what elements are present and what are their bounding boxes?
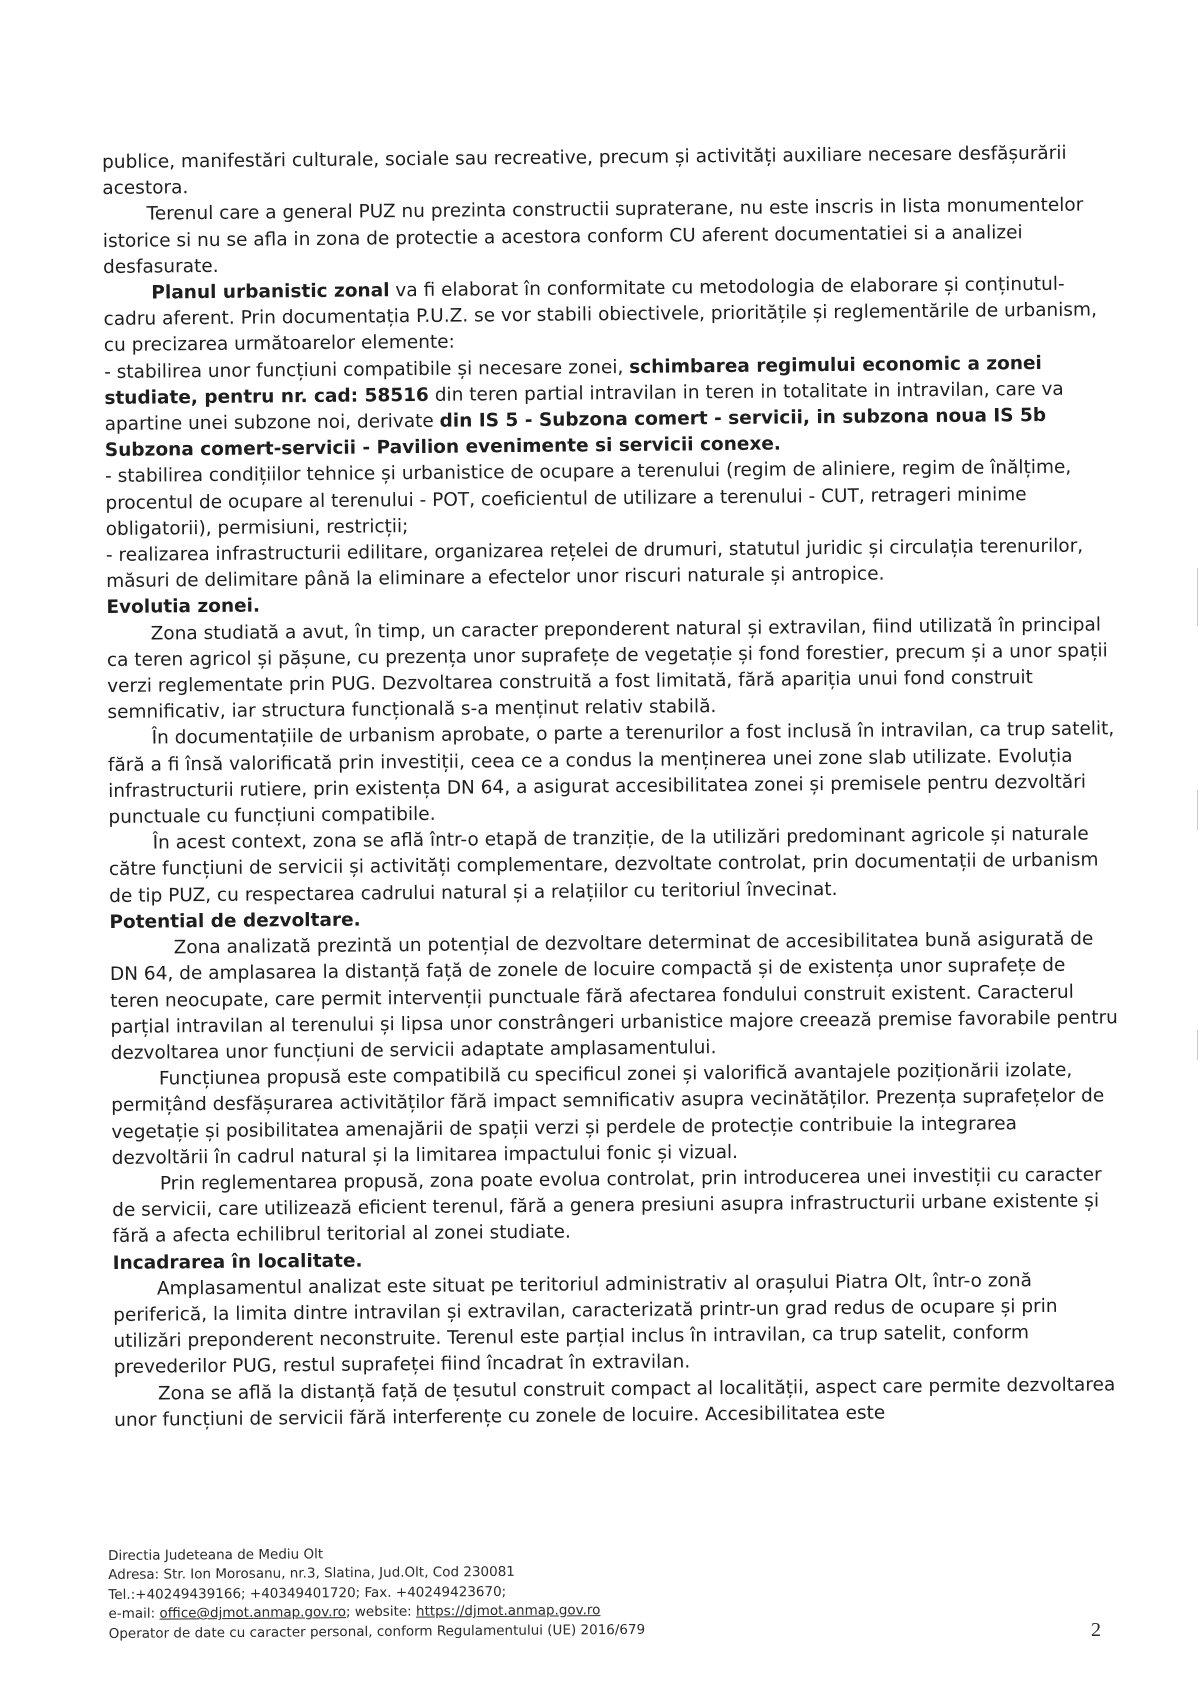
paragraph: Zona se află la distanță față de țesutul construit compact al localității, aspect care permite dezvoltarea unor funcțiuni de servicii fără interferențe cu zonele de locuire. Accesibilitatea este — [114, 1373, 1116, 1431]
paragraph: În acest context, zona se află într-o etapă de tranziție, de la utilizări predominant agricole și naturale către funcțiuni de servicii și activități complementare, dezvoltate controlat, prin documentații de urbanism de tip PUZ, cu respectarea cadrului natural și a relațiilor cu teritoriul învecinat. — [108, 823, 1099, 907]
page-body — [102, 140, 1122, 1434]
section-heading: Potential de dezvoltare. — [109, 909, 361, 933]
bullet-item: - stabilirea condițiilor tehnice și urbanistice de ocupare a terenului (regim de aliniere, regim de înălțime, procentul de ocupare al terenului - POT, coeficientul de utilizare a terenului - CUT, retrageri minime obligatorii), permisiuni, restricții; — [105, 457, 1072, 540]
scan-edge-mark — [1197, 790, 1198, 830]
bullet-item — [104, 350, 1113, 464]
section-heading: Incadrarea în localitate. — [112, 1250, 363, 1274]
paragraph: Zona analizată prezintă un potențial de dezvoltare determinat de accesibilitatea bună asigurată de DN 64, de amplasarea la distanță față de zonele de locuire compactă și de existența unor suprafețe de teren neocupate, care permit intervenții punctuale fără afectarea fondului construit existent. Caracterul parțial intravilan al terenului și lipsa unor constrângeri urbanistice majore creează premise favorabile pentru dezvoltarea unor funcțiuni de servicii adaptate amplasamentului. — [109, 928, 1118, 1064]
footer-address: Adresa: Str. Ion Morosanu, nr.3, Slatina, Jud.Olt, Cod 230081 — [108, 1564, 515, 1584]
paragraph: În documentațiile de urbanism aprobate, o parte a terenurilor a fost inclusă în intravilan, ca trup satelit, fără a fi însă valorificată prin investiții, ceea ce a condus la menținerea unei zone slab utilizate. Evoluția infrastructurii rutiere, prin existența DN 64, a asigurat accesibilitatea zonei și premisele pentru dezvoltări punctuale cu funcțiuni compatibile. — [107, 718, 1115, 829]
section-heading: Evolutia zonei. — [106, 595, 261, 619]
email-link[interactable]: office@djmot.anmap.gov.ro — [159, 1604, 347, 1622]
paragraph: Zona studiată a avut, în timp, un caracter preponderent natural și extravilan, fiind utilizată în principal ca teren agricol și pășune, cu prezența unor suprafețe de vegetație și fond forestier, precum și a unor spații verzi reglementate prin PUG. Dezvoltarea construită a fost limitată, fără apariția unui fond construit semnificativ, iar structura funcțională s-a menținut relativ stabilă. — [106, 614, 1108, 724]
page-footer — [108, 1542, 809, 1645]
bold-text: din IS 5 - Subzona comert - servicii, in subzona noua IS 5b Subzona comert-servicii - Pavilion evenimente si servicii conexe. — [104, 404, 1047, 462]
footer-org: Directia Judeteana de Mediu Olt — [108, 1546, 324, 1564]
bold-term: Planul urbanistic zonal — [151, 280, 390, 304]
website-link[interactable]: https://djmot.anmap.gov.ro — [415, 1602, 601, 1620]
paragraph — [103, 271, 1112, 359]
paragraph: publice, manifestări culturale, sociale sau recreative, precum și activități auxiliare necesare desfășurării acestora. — [102, 142, 1067, 200]
paragraph: Funcțiunea propusă este compatibilă cu specificul zonei și valorifică avantajele poziționării izolate, permițând desfășurarea activităților fără impact semnificativ asupra vecinătăților. Prezența suprafețelor de vegetație și posibilitatea amenajării de spații verzi și perdele de protecție contribuie la integrarea dezvoltării în cadrul natural și la limitarea impactului fonic și vizual. — [111, 1059, 1105, 1169]
page-number: 2 — [1091, 1619, 1101, 1641]
paragraph: Prin reglementarea propusă, zona poate evolua controlat, prin introducerea unei investiții cu caracter de servicii, care utilizează eficient terenul, fără a genera presiuni asupra infrastructurii urbane existente și fără a afecta echilibrul teritorial al zonei studiate. — [112, 1164, 1102, 1248]
scan-edge-mark — [1197, 1030, 1198, 1060]
scan-edge-mark — [1197, 568, 1198, 626]
bullet-text: - stabilirea unor funcțiuni compatibile și necesare zonei, — [104, 356, 630, 383]
footer-phones: Tel.:+40249439166; +40349401720; Fax. +40249423670; — [108, 1583, 507, 1603]
website-label: ; website: — [345, 1603, 417, 1621]
bullet-item: - realizarea infrastructurii edilitare, organizarea rețelei de drumuri, statutul juridic și circulația terenurilor, măsuri de delimitare până la eliminare a efectelor unor riscuri naturale și antropice. — [105, 535, 1084, 593]
paragraph: Amplasamentul analizat este situat pe teritoriul administrativ al orașului Piatra Olt, într-o zonă periferică, la limita dintre intravilan și extravilan, caracterizată printr-un grad redus de ocupare și prin utilizări preponderent neconstruite. Terenul este parțial inclus în intravilan, ca trup satelit, conform prevederilor PUG, restul suprafeței fiind încadrat în extravilan. — [113, 1269, 1058, 1379]
email-label: e-mail: — [108, 1605, 160, 1623]
paragraph: Terenul care a general PUZ nu prezinta constructii supraterane, nu este inscris in lista monumentelor istorice si nu se afla in zona de protectie a acestora conform CU aferent documentatiei si a analizei desfasurate. — [102, 194, 1084, 278]
footer-gdpr: Operator de date cu caracter personal, conform Regulamentului (UE) 2016/679 — [108, 1621, 646, 1642]
bullet-text: din teren partial intravilan in teren in totalitate in intravilan, care va apartine unei subzone noi, derivate — [104, 378, 1064, 436]
paragraph-text: va fi elaborat în conformitate cu metodologia de elaborare și conținutul-cadru aferent. Prin documentația P.U.Z. se vor stabili obiectivele, prioritățile și reglementările de urbanism, cu precizarea următoarelor elemente: — [103, 273, 1098, 357]
bold-text: schimbarea regimului economic a zonei studiate, pentru nr. cad: 58516 — [104, 352, 1042, 409]
